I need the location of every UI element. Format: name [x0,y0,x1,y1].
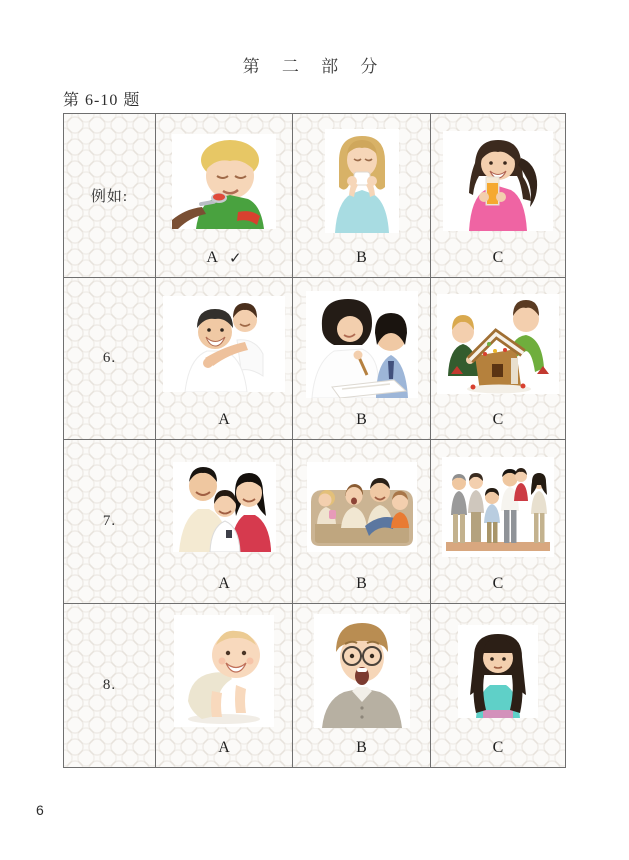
option-cell-7-b [293,440,431,604]
letter-text: B [356,575,367,592]
option-cell-8-a [156,604,293,767]
photo-large-family-standing [442,457,554,557]
letter-text: B [356,411,367,428]
option-cell-6-a [156,278,293,440]
row-label-8: 8. [64,604,156,767]
photo-father-piggyback-son [163,296,285,392]
option-letter [356,410,367,430]
option-letter [206,248,241,268]
photo-boy-fed-with-spoon [172,134,276,229]
letter-text: C [492,739,504,756]
letter-text: C [492,411,504,428]
option-letter [356,248,367,268]
option-letter [356,574,367,594]
option-cell-7-a [156,440,293,604]
row-label-7: 7. [64,440,156,604]
option-letter [493,574,504,594]
option-cell-6-b [293,278,431,440]
option-cell-6-c [431,278,565,440]
option-cell-example-c [431,114,565,278]
photo-surprised-boy-glasses [314,614,410,728]
page-number: 6 [36,802,44,818]
photo-woman-drinking [325,129,399,233]
row-label-example: 例如: [64,114,156,278]
page-title: 第 二 部 分 [242,57,387,76]
option-cell-7-c [431,440,565,604]
row-label-6: 6. [64,278,156,440]
option-cell-example-a [156,114,293,278]
option-letter [218,410,230,430]
checkmark-icon: ✓ [228,250,242,267]
option-cell-8-b [293,604,431,767]
option-letter [218,574,230,594]
photo-family-on-sofa [307,462,417,552]
letter-text: A [218,739,230,756]
photo-mother-child-writing [306,291,418,398]
option-cell-8-c [431,604,565,767]
letter-text: B [356,739,367,756]
letter-text: A [206,249,218,266]
letter-text: A [218,411,230,428]
option-letter [493,410,504,430]
letter-text: B [356,249,367,266]
photo-girl-teal-shirt [458,625,538,718]
question-table [63,113,566,768]
option-letter [493,738,504,758]
section-label: 第 6-10 题 [63,92,141,109]
option-cell-example-b [293,114,431,278]
letter-text: C [492,249,504,266]
option-letter [493,248,504,268]
photo-gingerbread-house-boys [437,294,559,394]
option-letter [218,738,230,758]
letter-text: C [492,575,504,592]
photo-girl-orange-juice [443,131,553,231]
option-letter [356,738,367,758]
photo-family-of-three [173,462,276,552]
letter-text: A [218,575,230,592]
photo-crawling-baby [174,615,274,727]
